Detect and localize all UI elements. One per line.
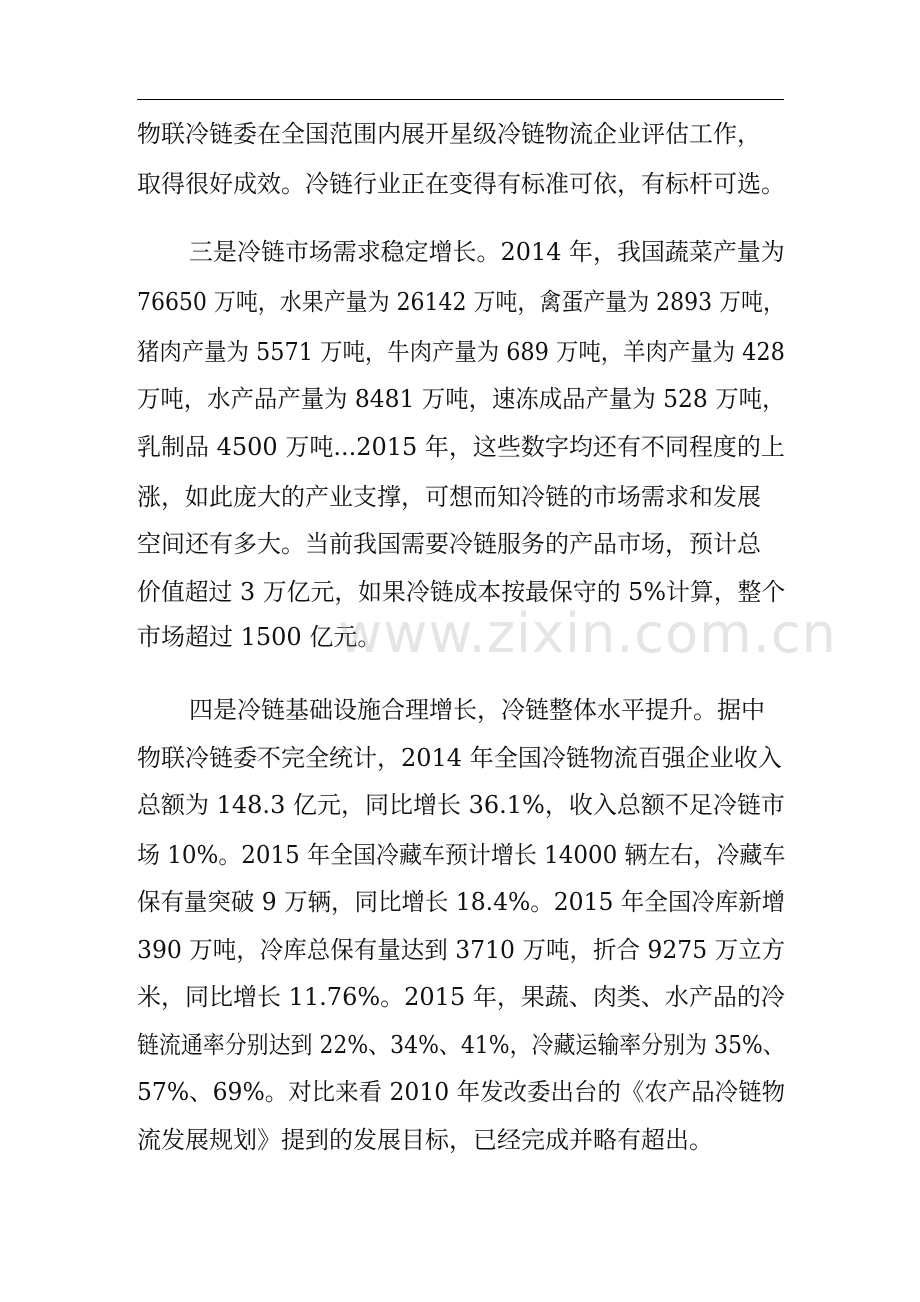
text-line: 场 10%。2015 年全国冷藏车预计增长 14000 辆左右，冷藏车 [137, 841, 786, 869]
text-line: 米，同比增长 11.76%。2015 年，果蔬、肉类、水产品的冷 [137, 983, 785, 1011]
header-rule [137, 99, 784, 100]
text-line: 猪肉产量为 5571 万吨，牛肉产量为 689 万吨，羊肉产量为 428 [137, 338, 785, 366]
text-line: 空间还有多大。当前我国需要冷链服务的产品市场，预计总 [137, 530, 761, 558]
text-line: 保有量突破 9 万辆，同比增长 18.4%。2015 年全国冷库新增 [137, 888, 786, 916]
text-line: 57%、69%。对比来看 2010 年发改委出台的《农产品冷链物 [137, 1078, 786, 1106]
text-line: 涨，如此庞大的产业支撑，可想而知冷链的市场需求和发展 [137, 483, 761, 511]
text-line: 物联冷链委不完全统计，2014 年全国冷链物流百强企业收入 [137, 744, 782, 772]
text-line: 流发展规划》提到的发展目标，已经完成并略有超出。 [137, 1126, 713, 1154]
text-line: 76650 万吨，水果产量为 26142 万吨，禽蛋产量为 2893 万吨， [137, 288, 785, 316]
text-line: 390 万吨，冷库总保有量达到 3710 万吨，折合 9275 万立方 [137, 936, 786, 964]
watermark: www.zixin.com.cn [338, 602, 837, 665]
text-line: 乳制品 4500 万吨...2015 年，这些数字均还有不同程度的上 [137, 433, 785, 461]
text-line: 总额为 148.3 亿元，同比增长 36.1%，收入总额不足冷链市 [137, 791, 785, 819]
text-line: 市场超过 1500 亿元。 [137, 623, 382, 651]
text-line: 取得很好成效。冷链行业正在变得有标准可依，有标杆可选。 [137, 170, 785, 198]
text-line: 四是冷链基础设施合理增长，冷链整体水平提升。据中 [189, 696, 765, 724]
text-line: 物联冷链委在全国范围内展开星级冷链物流企业评估工作， [137, 120, 761, 148]
text-line: 万吨，水产品产量为 8481 万吨，速冻成品产量为 528 万吨， [137, 385, 786, 413]
text-line: 链流通率分别达到 22%、34%、41%，冷藏运输率分别为 35%、 [137, 1031, 785, 1059]
text-line: 三是冷链市场需求稳定增长。2014 年，我国蔬菜产量为 [189, 238, 785, 266]
text-line: 价值超过 3 万亿元，如果冷链成本按最保守的 5%计算，整个 [137, 578, 786, 606]
